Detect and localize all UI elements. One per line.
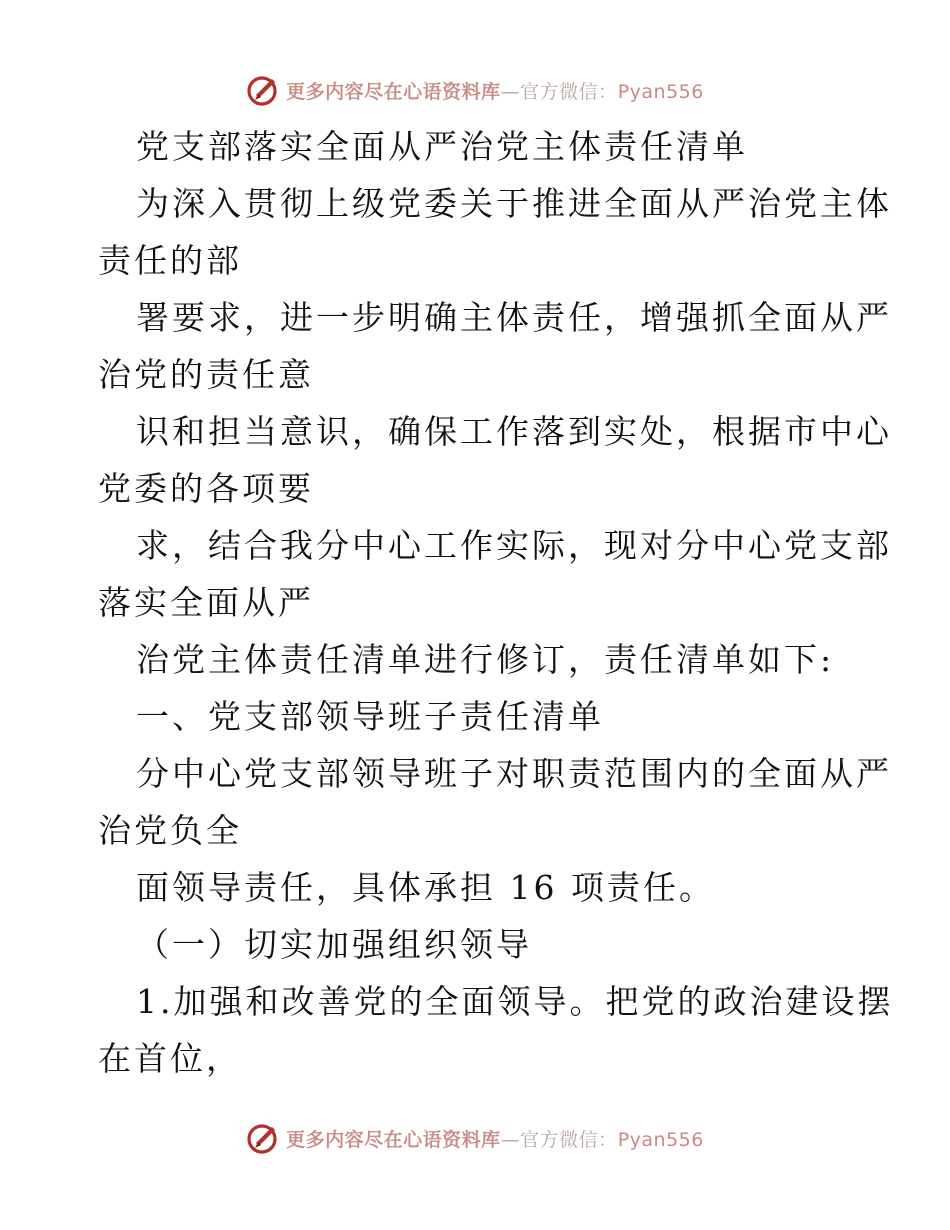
paragraph-line: 治党主体责任清单进行修订，责任清单如下: — [136, 640, 835, 679]
subsection-heading: （一）切实加强组织领导 — [136, 925, 532, 964]
paragraph-line: 求，结合我分中心工作实际，现对分中心党支部 — [136, 526, 892, 565]
paragraph-line: 治党的责任意 — [98, 355, 314, 394]
paragraph-line: 落实全面从严 — [98, 583, 314, 622]
watermark-dash: — — [500, 1128, 521, 1151]
document-title: 党支部落实全面从严治党主体责任清单 — [136, 127, 748, 166]
paragraph-line: 党委的各项要 — [98, 469, 314, 508]
paragraph-line: 署要求，进一步明确主体责任，增强抓全面从严 — [136, 298, 892, 337]
paragraph-line: 为深入贯彻上级党委关于推进全面从严治党主体 — [136, 184, 892, 223]
watermark-wechat-label: 官方微信： — [520, 80, 618, 103]
paragraph-line: 在首位， — [98, 1039, 242, 1078]
watermark-wechat-id: Pyan556 — [617, 80, 704, 103]
document-body — [98, 118, 894, 1087]
paragraph-line: 治党负全 — [98, 811, 242, 850]
watermark-wechat-label: 官方微信： — [520, 1128, 618, 1151]
quill-logo-icon — [246, 1121, 280, 1155]
footer-watermark — [0, 1118, 950, 1158]
watermark-wechat-id: Pyan556 — [617, 1128, 704, 1151]
paragraph-line: 识和担当意识，确保工作落到实处，根据市中心 — [136, 412, 892, 451]
paragraph-line: 分中心党支部领导班子对职责范围内的全面从严 — [136, 754, 892, 793]
watermark-text: 更多内容尽在心语资料库 — [286, 80, 501, 103]
watermark-text: 更多内容尽在心语资料库 — [286, 1128, 501, 1151]
section-heading: 一、党支部领导班子责任清单 — [136, 697, 604, 736]
paragraph-line: 责任的部 — [98, 241, 242, 280]
watermark-dash: — — [500, 80, 521, 103]
quill-logo-icon — [246, 73, 280, 107]
paragraph-line: 面领导责任，具体承担 16 项责任。 — [136, 868, 715, 907]
header-watermark — [0, 70, 950, 110]
paragraph-line: 1.加强和改善党的全面领导。把党的政治建设摆 — [136, 982, 894, 1021]
